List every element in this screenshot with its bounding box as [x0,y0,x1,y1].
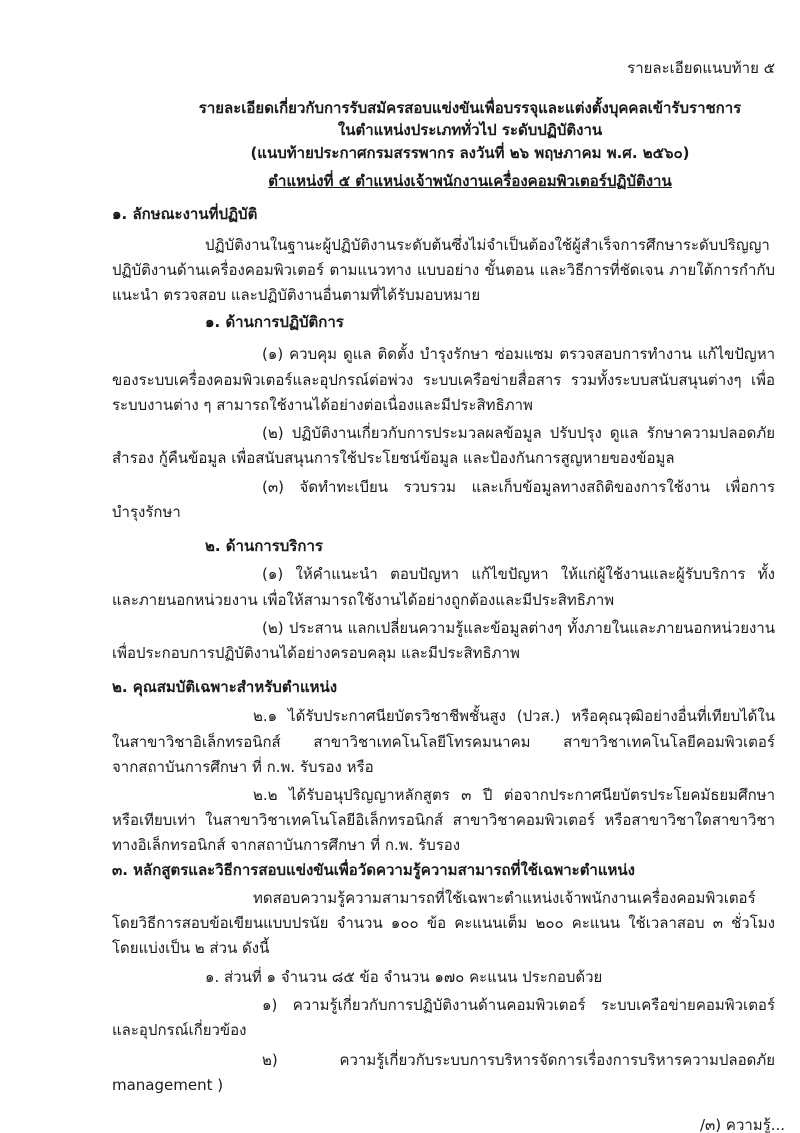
attachment-label: รายละเอียดแนบท้าย ๕ [627,59,775,77]
body-line: ในสาขาวิชาอิเล็กทรอนิกส์ สาขาวิชาเทคโนโลยีโทรคมนาคม สาขาวิชาเทคโนโลยีคอมพิวเตอร์ [112,733,775,751]
body-line: (๑) ให้คำแนะนำ ตอบปัญหา แก้ไขปัญหา ให้แก่ผู้ใช้งานและผู้รับบริการ ทั้ง [262,565,775,583]
body-line: ๑. ส่วนที่ ๑ จำนวน ๘๕ ข้อ จำนวน ๑๗๐ คะแนน ประกอบด้วย [205,968,603,986]
continuation-marker: /๓) ความรู้... [700,1116,786,1133]
body-line: ทางอิเล็กทรอนิกส์ จากสถาบันการศึกษา ที่ ก.พ. รับรอง [112,836,461,854]
body-line: บำรุงรักษา [112,503,181,521]
body-line: (๒) ปฏิบัติงานเกี่ยวกับการประมวลผลข้อมูล ปรับปรุง ดูแล รักษาความปลอดภัย [262,424,775,442]
body-line: ทดสอบความรู้ความสามารถที่ใช้เฉพาะตำแหน่งเจ้าพนักงานเครื่องคอมพิวเตอร์ [253,889,756,907]
subheading: ๑. ด้านการปฏิบัติการ [205,313,344,331]
body-line: และภายนอกหน่วยงาน เพื่อให้สามารถใช้งานได้อย่างถูกต้องและมีประสิทธิภาพ [112,591,615,609]
body-line: ปฏิบัติงานด้านเครื่องคอมพิวเตอร์ ตามแนวทาง แบบอย่าง ขั้นตอน และวิธีการที่ชัดเจน ภายใต้การกำกับ [112,261,775,279]
body-line: ๒.๑ ได้รับประกาศนียบัตรวิชาชีพชั้นสูง (ปวส.) หรือคุณวุฒิอย่างอื่นที่เทียบได้ใน [253,707,775,725]
section-3-heading: ๓. หลักสูตรและวิธีการสอบแข่งขันเพื่อวัดความรู้ความสามารถที่ใช้เฉพาะตำแหน่ง [112,861,635,879]
body-line: ระบบงานต่าง ๆ สามารถใช้งานได้อย่างต่อเนื่องและมีประสิทธิภาพ [112,396,533,414]
body-line: ของระบบเครื่องคอมพิวเตอร์และอุปกรณ์ต่อพ่วง ระบบเครือข่ายสื่อสาร รวมทั้งระบบสนับสนุนต่างๆ เพื่อ [112,371,775,389]
body-line: management ) [112,1076,224,1094]
body-line: ๑) ความรู้เกี่ยวกับการปฏิบัติงานด้านคอมพิวเตอร์ ระบบเครือข่ายคอมพิวเตอร์ [262,996,775,1014]
body-line: (๒) ประสาน แลกเปลี่ยนความรู้และข้อมูลต่างๆ ทั้งภายในและภายนอกหน่วยงาน [262,619,775,637]
body-line: แนะนำ ตรวจสอบ และปฏิบัติงานอื่นตามที่ได้รับมอบหมาย [112,286,481,304]
section-1-heading: ๑. ลักษณะงานที่ปฏิบัติ [112,205,258,223]
body-line: เพื่อประกอบการปฏิบัติงานได้อย่างครอบคลุม และมีประสิทธิภาพ [112,644,520,662]
section-2-heading: ๒. คุณสมบัติเฉพาะสำหรับตำแหน่ง [112,678,338,696]
body-line: หรือเทียบเท่า ในสาขาวิชาเทคโนโลยีอิเล็กทรอนิกส์ สาขาวิชาคอมพิวเตอร์ หรือสาขาวิชาใดสาขาวิชา [112,811,775,829]
body-line: (๑) ควบคุม ดูแล ติดตั้ง บำรุงรักษา ซ่อมแซม ตรวจสอบการทำงาน แก้ไขปัญหา [262,345,775,363]
subheading: ๒. ด้านการบริการ [205,537,323,555]
body-line: ๒) ความรู้เกี่ยวกับระบบการบริหารจัดการเรื่องการบริหารความปลอดภัย [262,1051,775,1069]
body-line: ๒.๒ ได้รับอนุปริญญาหลักสูตร ๓ ปี ต่อจากประกาศนียบัตรประโยคมัธยมศึกษา [253,786,775,804]
body-line: สำรอง กู้คืนข้อมูล เพื่อสนับสนุนการใช้ประโยชน์ข้อมูล และป้องกันการสูญหายของข้อมูล [112,449,675,467]
body-line: (๓) จัดทำทะเบียน รวบรวม และเก็บข้อมูลทางสถิติของการใช้งาน เพื่อการ [262,478,775,496]
body-line: และอุปกรณ์เกี่ยวข้อง [112,1021,247,1039]
title-line: ในตำแหน่งประเภททั่วไป ระดับปฏิบัติงาน [337,121,603,139]
body-line: จากสถาบันการศึกษา ที่ ก.พ. รับรอง หรือ [112,758,374,776]
body-line: โดยวิธีการสอบข้อเขียนแบบปรนัย จำนวน ๑๐๐ ข้อ คะแนนเต็ม ๒๐๐ คะแนน ใช้เวลาสอบ ๓ ชั่วโมง [112,914,775,932]
title-line: รายละเอียดเกี่ยวกับการรับสมัครสอบแข่งขันเพื่อบรรจุและแต่งตั้งบุคคลเข้ารับราชการ [198,99,742,117]
title-line: (แนบท้ายประกาศกรมสรรพากร ลงวันที่ ๒๖ พฤษภาคม พ.ศ. ๒๕๖๐) [250,144,690,162]
position-heading: ตำแหน่งที่ ๕ ตำแหน่งเจ้าพนักงานเครื่องคอมพิวเตอร์ปฏิบัติงาน [268,172,672,190]
body-line: ปฏิบัติงานในฐานะผู้ปฏิบัติงานระดับต้นซึ่งไม่จำเป็นต้องใช้ผู้สำเร็จการศึกษาระดับปริญญา [205,236,770,254]
body-line: โดยแบ่งเป็น ๒ ส่วน ดังนี้ [112,939,270,957]
